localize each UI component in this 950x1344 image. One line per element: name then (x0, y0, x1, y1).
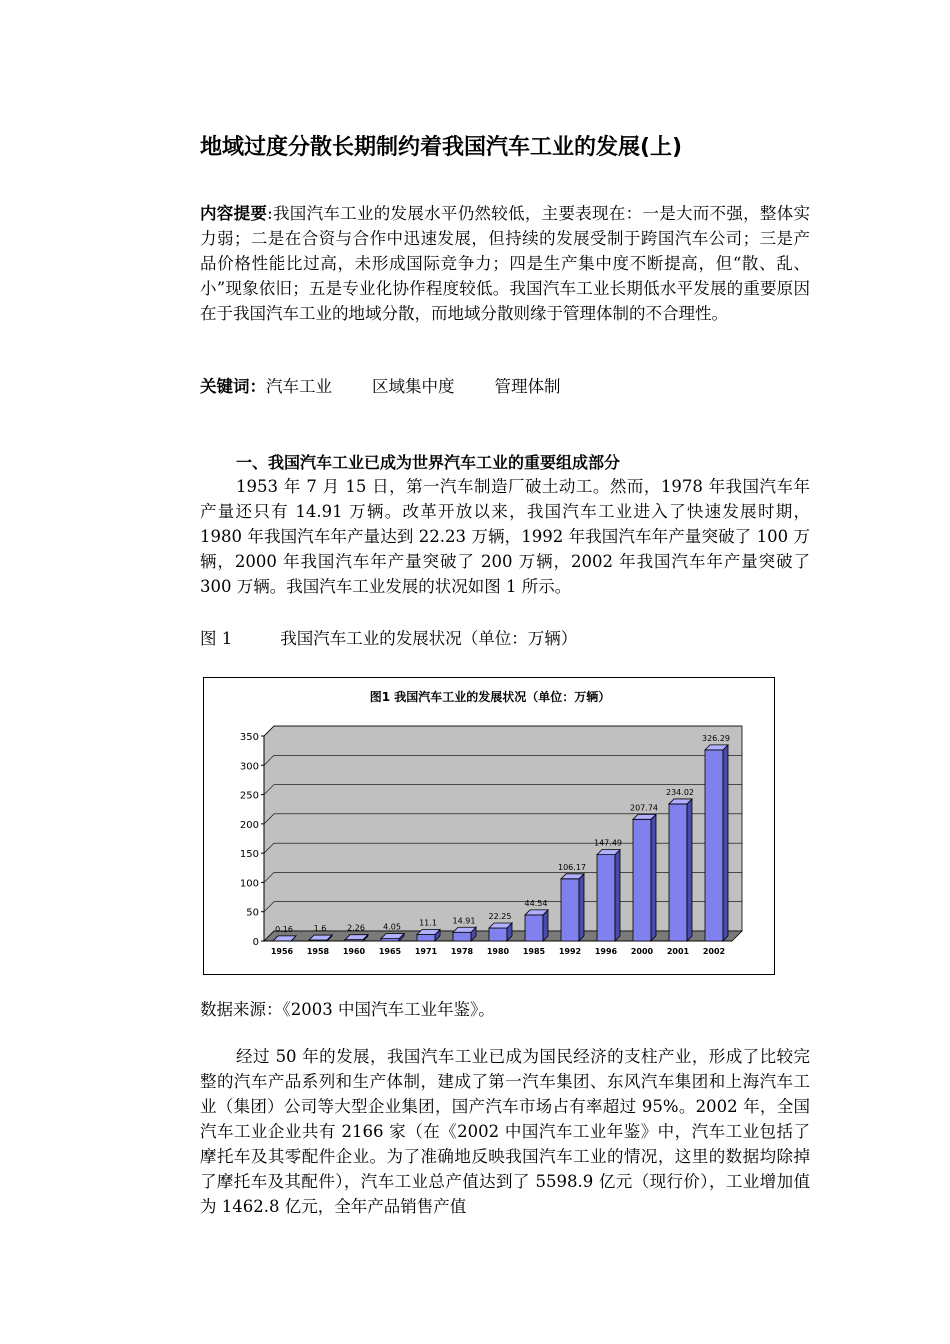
x-tick-label: 1965 (378, 947, 402, 956)
section-heading: 一、我国汽车工业已成为世界汽车工业的重要组成部分 (236, 453, 621, 472)
bar (669, 804, 687, 941)
bar (705, 750, 723, 941)
data-label: 106.17 (558, 862, 586, 872)
y-tick-label: 200 (239, 819, 259, 831)
bar-side (615, 850, 620, 941)
bar-chart (204, 678, 774, 974)
source-note: 数据来源：《2003 中国汽车工业年鉴》。 (200, 1000, 495, 1019)
figure-label: 图 1 (200, 629, 233, 648)
abstract-label: 内容提要 (200, 204, 268, 223)
bar (597, 855, 615, 941)
data-label: 326.29 (702, 733, 730, 743)
abstract-paragraph (200, 201, 810, 326)
data-label: 207.74 (630, 803, 658, 813)
x-tick-label: 1960 (342, 947, 366, 956)
figure-caption (200, 626, 577, 651)
bar-side (723, 745, 728, 941)
figure-chart (203, 677, 775, 975)
section-paragraph-1: 1953 年 7 月 15 日，第一汽车制造厂破土动工。然而，1978 年我国汽车年产量还只有 14.91 万辆。改革开放以来，我国汽车工业进入了快速发展时期，1980 年我国汽车年产量达到 22.23 万辆，1992 年我国汽车年产量突破了 100 万辆，2000 年我国汽车年产量突破了 200 万辆，2002 年我国汽车年产量突破了 300 万辆。我国汽车工业发展的状况如图 1 所示。 (200, 477, 810, 596)
y-tick-label: 50 (246, 907, 259, 919)
data-label: 4.05 (383, 922, 401, 932)
x-tick-label: 1978 (450, 947, 474, 956)
bar (525, 915, 543, 941)
bar (489, 928, 507, 941)
y-tick-label: 250 (239, 790, 259, 802)
abstract-text: :我国汽车工业的发展水平仍然较低，主要表现在：一是大而不强，整体实力弱；二是在合资与合作中迅速发展，但持续的发展受制于跨国汽车公司；三是产品价格性能比过高，未形成国际竞争力；四是生产集中度不断提高，但“散、乱、小”现象依旧；五是专业化协作程度较低。我国汽车工业长期低水平发展的重要原因在于我国汽车工业的地域分散，而地域分散则缘于管理体制的不合理性。 (200, 204, 811, 323)
data-label: 14.91 (452, 916, 476, 926)
keyword-item: 汽车工业 (266, 377, 332, 396)
keywords-line (200, 374, 810, 399)
data-label: 147.49 (594, 838, 622, 848)
data-label: 234.02 (666, 787, 694, 797)
x-tick-label: 1996 (594, 947, 618, 956)
x-tick-label: 1958 (306, 947, 330, 956)
x-tick-label: 2001 (666, 947, 690, 956)
x-tick-label: 1971 (414, 947, 438, 956)
section-paragraph-2: 经过 50 年的发展，我国汽车工业已成为国民经济的支柱产业，形成了比较完整的汽车产品系列和生产体制，建成了第一汽车集团、东风汽车集团和上海汽车工业（集团）公司等大型企业集团，国产汽车市场占有率超过 95%。2002 年，全国汽车工业企业共有 2166 家（在《2002 中国汽车工业年鉴》中，汽车工业包括了摩托车及其零配件企业。为了准确地反映我国汽车工业的情况，这里的数据均除掉了摩托车及其配件），汽车工业总产值达到了 5598.9 亿元（现行价），工业增加值为 1462.8 亿元，全年产品销售产值 (200, 1047, 810, 1216)
y-tick-label: 300 (239, 761, 259, 773)
data-label: 2.26 (347, 923, 365, 933)
y-tick-label: 100 (239, 878, 259, 890)
x-tick-label: 1956 (270, 947, 294, 956)
keywords-label: 关键词： (200, 377, 266, 396)
bar (561, 879, 579, 941)
data-label: 1.6 (313, 924, 327, 934)
x-tick-label: 2002 (702, 947, 726, 956)
keyword-item: 管理体制 (494, 377, 561, 396)
y-tick-label: 150 (239, 849, 259, 861)
document-title: 地域过度分散长期制约着我国汽车工业的发展(上) (200, 135, 683, 160)
data-label: 44.54 (524, 898, 548, 908)
bar (453, 932, 471, 941)
x-tick-label: 2000 (630, 947, 654, 956)
figure-caption-text: 我国汽车工业的发展状况（单位：万辆） (280, 629, 578, 648)
x-tick-label: 1985 (522, 947, 546, 956)
bar-side (651, 814, 656, 941)
data-label: 0.16 (275, 924, 293, 934)
chart-title: 图1 我国汽车工业的发展状况（单位：万辆） (369, 690, 611, 704)
data-label: 22.25 (488, 911, 512, 921)
y-tick-label: 0 (252, 937, 259, 948)
x-tick-label: 1980 (486, 947, 510, 956)
bar-side (687, 799, 692, 941)
y-tick-label: 350 (239, 732, 259, 743)
bar (633, 819, 651, 941)
x-tick-label: 1992 (558, 947, 582, 956)
data-label: 11.1 (419, 918, 437, 928)
keyword-item: 区域集中度 (372, 377, 455, 396)
bar (417, 934, 435, 941)
bar-side (579, 874, 584, 941)
